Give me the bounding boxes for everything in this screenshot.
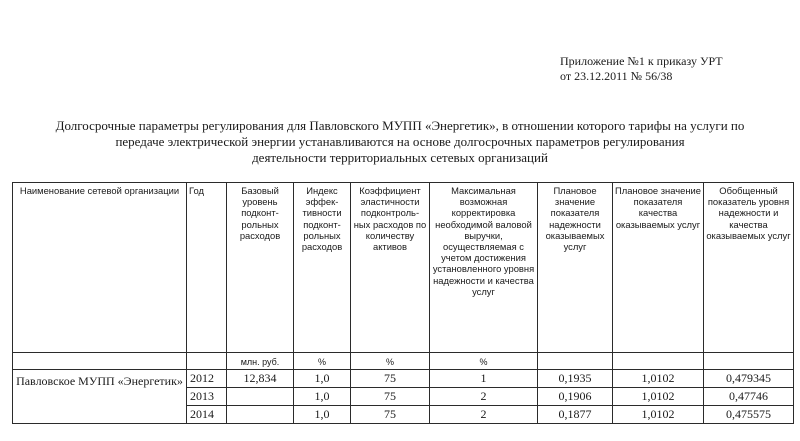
unit-quality-plan xyxy=(613,353,704,370)
cell-elasticity-coefficient: 75 xyxy=(351,406,430,424)
cell-quality-plan: 1,0102 xyxy=(613,406,704,424)
header-generalized-indicator: Обобщенный показатель уровня надежности и качества оказываемых услуг xyxy=(704,183,794,353)
cell-year: 2013 xyxy=(187,388,227,406)
title-line-3: деятельности территориальных сетевых организаций xyxy=(252,150,548,165)
cell-base-level xyxy=(227,406,294,424)
cell-base-level xyxy=(227,388,294,406)
header-quality-plan: Плановое значение показателя качества оказываемых услуг xyxy=(613,183,704,353)
appendix-order-line: Приложение №1 к приказу УРТ xyxy=(560,54,723,68)
unit-max-adjustment: % xyxy=(430,353,538,370)
header-year: Год xyxy=(187,183,227,353)
title-line-1: Долгосрочные параметры регулирования для Павловского МУПП «Энергетик», в отношении которого тарифы на услуги по xyxy=(55,118,745,133)
header-organization: Наименование сетевой организации xyxy=(13,183,187,353)
appendix-date-line: от 23.12.2011 № 56/38 xyxy=(560,69,673,83)
cell-reliability-plan: 0,1935 xyxy=(538,370,613,388)
cell-elasticity-coefficient: 75 xyxy=(351,370,430,388)
cell-quality-plan: 1,0102 xyxy=(613,388,704,406)
unit-year xyxy=(187,353,227,370)
header-elasticity-coefficient: Коэффициент эластичности подконтроль-ных расходов по количеству активов xyxy=(351,183,430,353)
cell-quality-plan: 1,0102 xyxy=(613,370,704,388)
organization-name: Павловское МУПП «Энергетик» xyxy=(13,370,187,424)
cell-max-adjustment: 2 xyxy=(430,388,538,406)
header-max-adjustment: Максимальная возможная корректировка необходимой валовой выручки, осуществляемая с учетом достижения установленного уровня надежности и качества услуг xyxy=(430,183,538,353)
unit-organization xyxy=(13,353,187,370)
appendix-reference xyxy=(560,54,723,84)
cell-generalized-indicator: 0,475575 xyxy=(704,406,794,424)
cell-year: 2012 xyxy=(187,370,227,388)
unit-base-level: млн. руб. xyxy=(227,353,294,370)
unit-reliability-plan xyxy=(538,353,613,370)
unit-generalized-indicator xyxy=(704,353,794,370)
cell-max-adjustment: 2 xyxy=(430,406,538,424)
cell-generalized-indicator: 0,479345 xyxy=(704,370,794,388)
header-reliability-plan: Плановое значение показателя надежности оказываемых услуг xyxy=(538,183,613,353)
table-row xyxy=(13,370,794,388)
document-title xyxy=(0,118,800,166)
cell-reliability-plan: 0,1906 xyxy=(538,388,613,406)
unit-elasticity-coefficient: % xyxy=(351,353,430,370)
cell-base-level: 12,834 xyxy=(227,370,294,388)
header-row xyxy=(13,183,794,353)
parameters-table xyxy=(12,182,794,424)
unit-efficiency-index: % xyxy=(294,353,351,370)
title-line-2: передаче электрической энергии устанавливаются на основе долгосрочных параметров регулирования xyxy=(115,134,685,149)
cell-efficiency-index: 1,0 xyxy=(294,388,351,406)
cell-year: 2014 xyxy=(187,406,227,424)
cell-reliability-plan: 0,1877 xyxy=(538,406,613,424)
header-base-level: Базовый уровень подконт-рольных расходов xyxy=(227,183,294,353)
cell-elasticity-coefficient: 75 xyxy=(351,388,430,406)
header-efficiency-index: Индекс эффек-тивности подконт-рольных расходов xyxy=(294,183,351,353)
cell-efficiency-index: 1,0 xyxy=(294,406,351,424)
cell-generalized-indicator: 0,47746 xyxy=(704,388,794,406)
cell-max-adjustment: 1 xyxy=(430,370,538,388)
cell-efficiency-index: 1,0 xyxy=(294,370,351,388)
units-row xyxy=(13,353,794,370)
